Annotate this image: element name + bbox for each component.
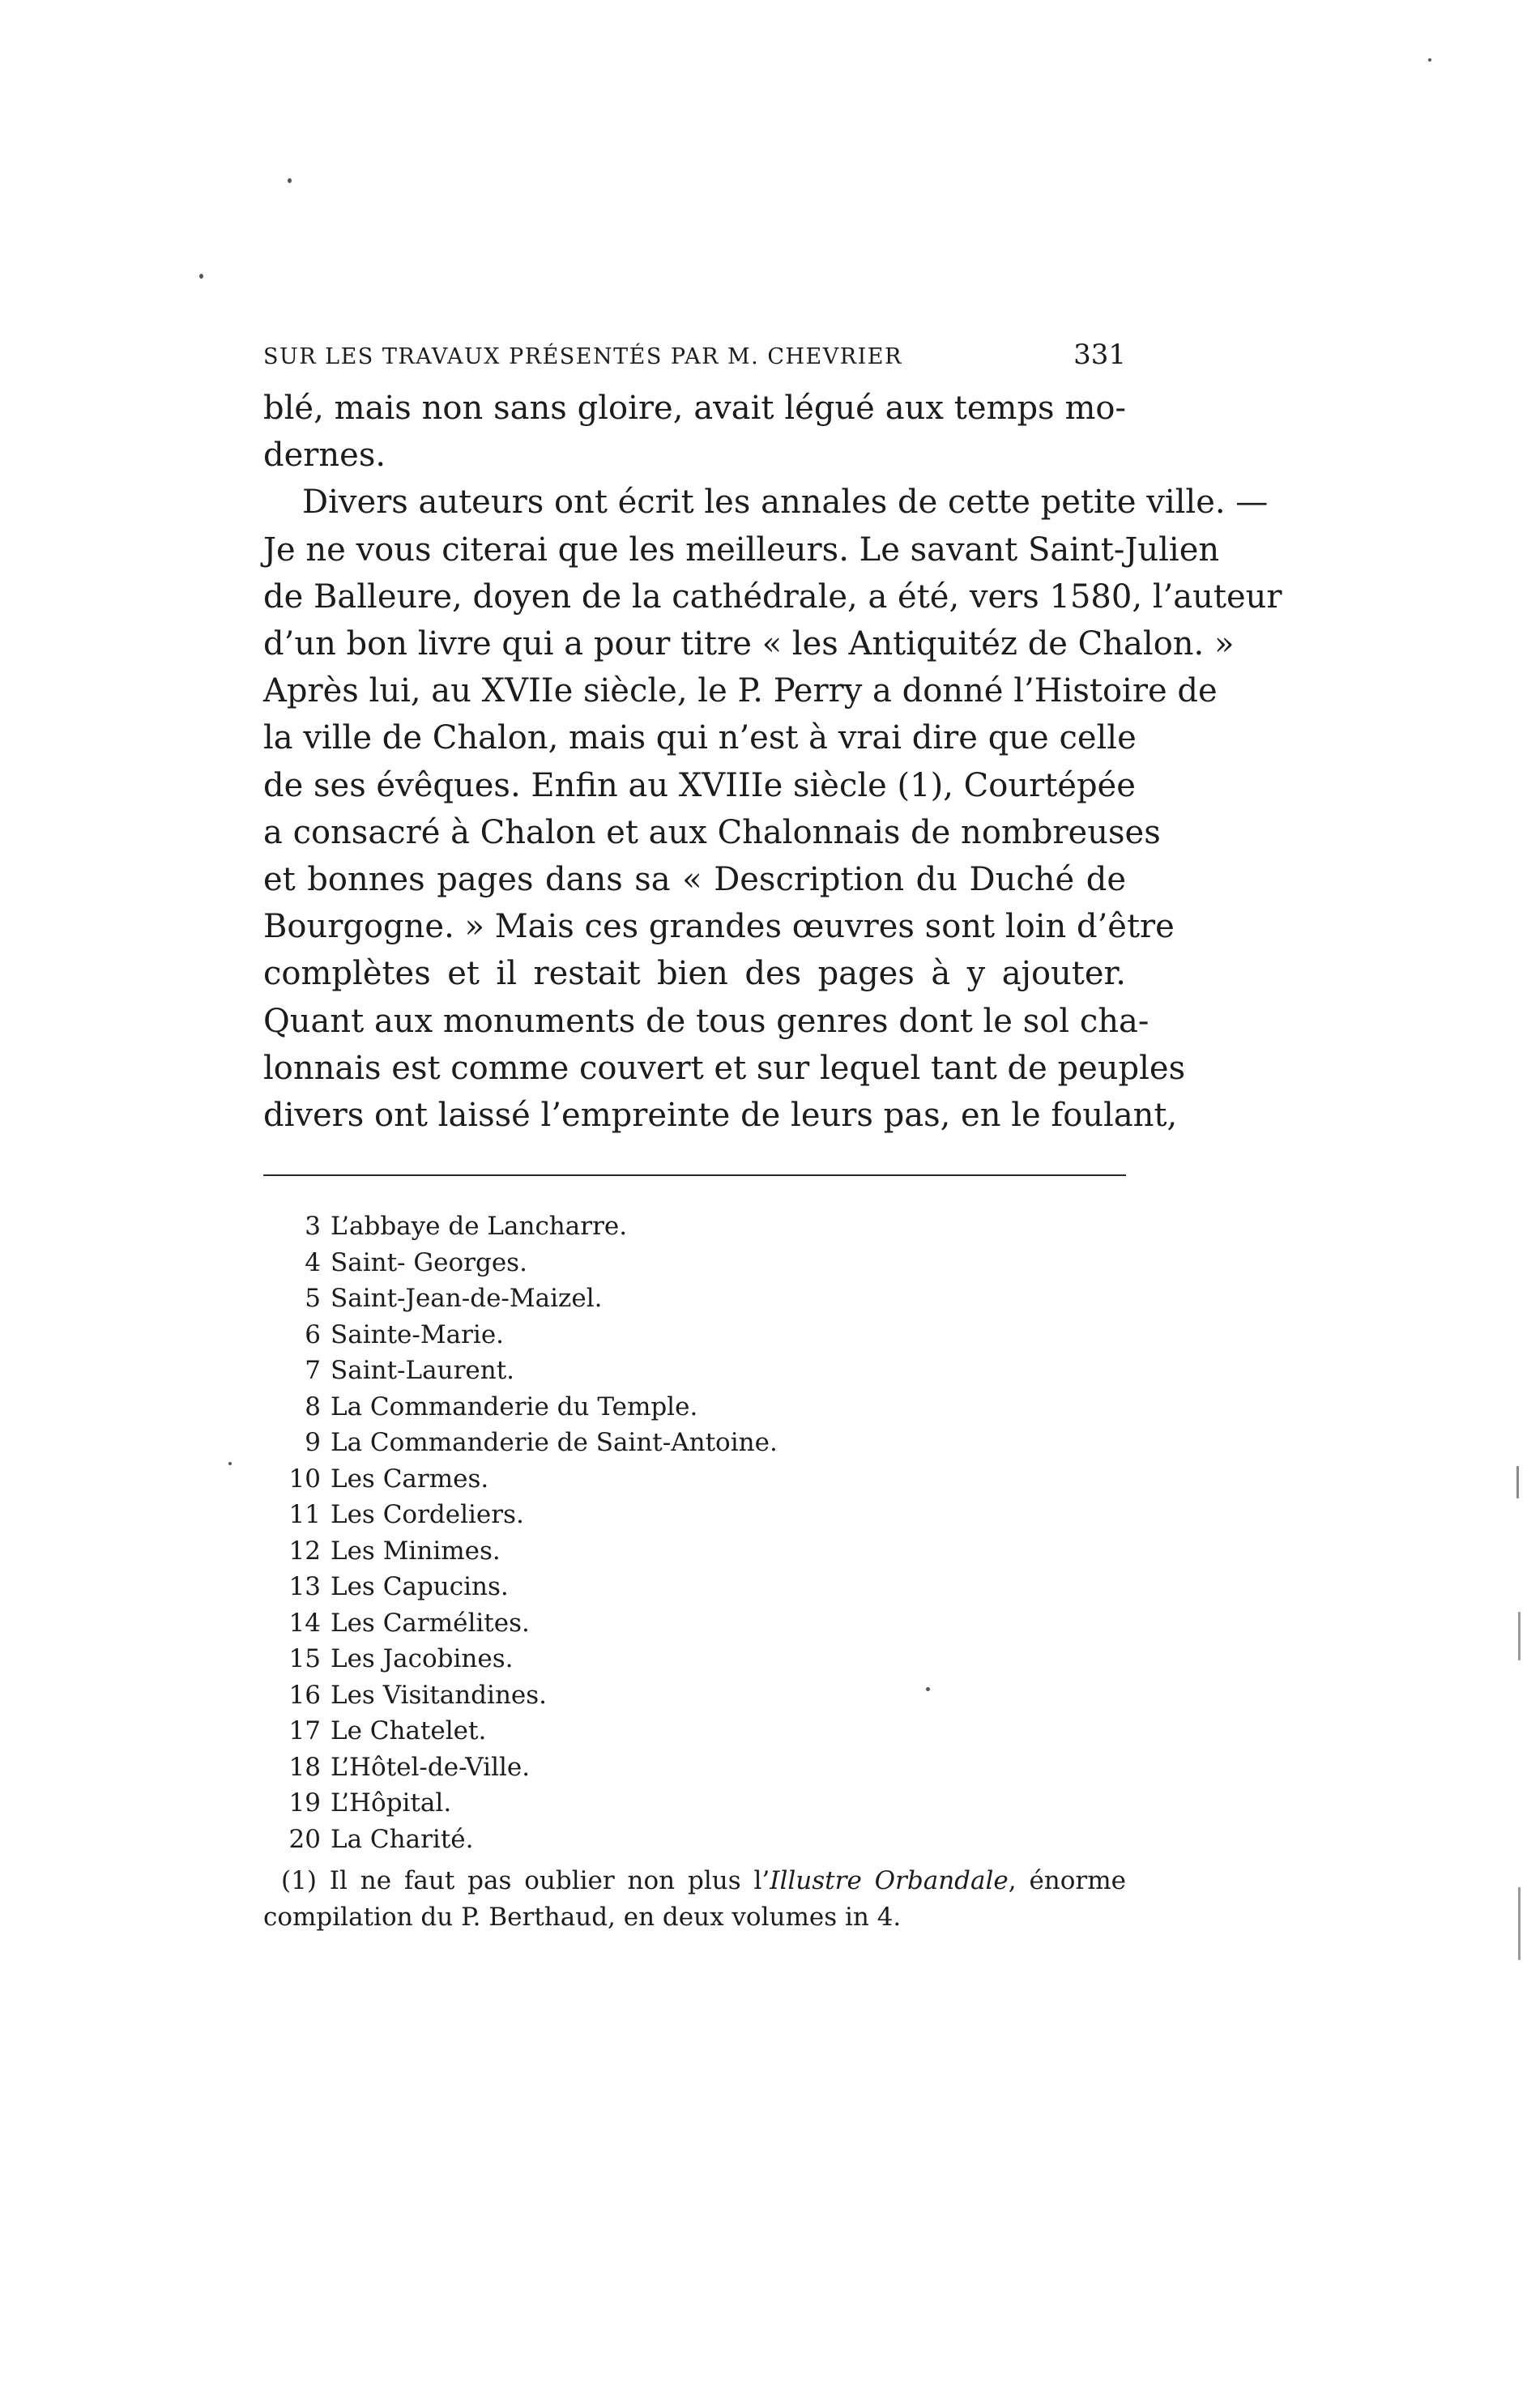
legend-label: Saint-Jean-de-Maizel. — [331, 1284, 603, 1313]
legend-number: 13 — [288, 1572, 321, 1601]
legend-number: 18 — [288, 1752, 321, 1782]
legend-number: 5 — [305, 1284, 321, 1313]
body-line: blé, mais non sans gloire, avait légué aux temps mo- — [263, 390, 1126, 427]
legend-item — [285, 1245, 1095, 1281]
legend-label: Les Jacobines. — [331, 1644, 514, 1673]
legend-label: Les Carmélites. — [331, 1608, 530, 1638]
legend-number: 8 — [305, 1392, 321, 1421]
legend-item — [285, 1605, 1095, 1642]
legend-number: 6 — [305, 1319, 321, 1349]
legend-number: 15 — [288, 1644, 321, 1673]
body-line: Je ne vous citerai que les meilleurs. Le savant Saint-Julien — [263, 531, 1220, 569]
legend-label: La Charité. — [331, 1824, 474, 1854]
legend-item — [285, 1822, 1095, 1858]
footnote-text-end: , énorme — [1008, 1866, 1126, 1895]
body-line: Quant aux monuments de tous genres dont le sol cha- — [263, 1002, 1150, 1040]
legend-number: 7 — [305, 1356, 321, 1385]
scan-speck — [1428, 58, 1431, 62]
legend-label: L’Hôpital. — [331, 1788, 452, 1818]
footnote-line-2: compilation du P. Berthaud, en deux volumes in 4. — [263, 1903, 902, 1932]
scan-speck — [1516, 1466, 1519, 1498]
body-line: de ses évêques. Enfin au XVIIIe siècle (1), Courtépée — [263, 766, 1136, 804]
legend-item — [285, 1461, 1095, 1498]
legend-number: 19 — [288, 1788, 321, 1818]
legend-number: 9 — [305, 1428, 321, 1457]
legend-item — [285, 1641, 1095, 1677]
body-line: dernes. — [263, 437, 386, 475]
legend-item — [285, 1750, 1095, 1786]
legend-number: 20 — [288, 1824, 321, 1854]
body-line: complètes et il restait bien des pages à y ajouter. — [263, 955, 1126, 993]
footnote-italic-title: Illustre Orbandale — [770, 1866, 1009, 1895]
legend-label: Sainte-Marie. — [331, 1319, 505, 1349]
body-line: lonnais est comme couvert et sur lequel tant de peuples — [263, 1049, 1186, 1087]
page-number: 331 — [1073, 339, 1126, 371]
body-line: divers ont laissé l’empreinte de leurs pas, en le foulant, — [263, 1097, 1178, 1135]
legend-label: Saint-Laurent. — [331, 1356, 515, 1385]
scan-speck — [228, 1462, 232, 1465]
legend-label: Les Capucins. — [331, 1572, 509, 1601]
legend-number: 3 — [305, 1212, 321, 1241]
body-line: et bonnes pages dans sa « Description du Duché de — [263, 861, 1126, 899]
legend-item — [285, 1281, 1095, 1317]
legend-number: 11 — [288, 1500, 321, 1529]
scan-speck — [199, 274, 203, 279]
legend-item — [285, 1569, 1095, 1605]
legend-item — [285, 1497, 1095, 1533]
body-line: Divers auteurs ont écrit les annales de cette petite ville. — — [302, 484, 1269, 522]
running-title: SUR LES TRAVAUX PRÉSENTÉS PAR M. CHEVRIER — [263, 344, 902, 369]
footnote-marker: (1) — [281, 1866, 317, 1895]
legend-item — [285, 1317, 1095, 1353]
body-line: d’un bon livre qui a pour titre « les Antiquitéz de Chalon. » — [263, 625, 1235, 663]
legend-label: Les Visitandines. — [331, 1680, 548, 1710]
body-paragraphs — [263, 385, 1282, 1139]
legend-number: 4 — [305, 1247, 321, 1277]
legend-item — [285, 1677, 1095, 1714]
legend-number: 10 — [288, 1464, 321, 1494]
body-line: a consacré à Chalon et aux Chalonnais de nombreuses — [263, 813, 1161, 851]
legend-number: 14 — [288, 1608, 321, 1638]
body-line: la ville de Chalon, mais qui n’est à vrai dire que celle — [263, 719, 1137, 757]
legend-item — [285, 1353, 1095, 1389]
legend-label: La Commanderie du Temple. — [331, 1392, 698, 1421]
scan-speck — [926, 1687, 930, 1691]
legend-number: 12 — [288, 1536, 321, 1566]
legend-item — [285, 1713, 1095, 1750]
legend-label: Les Minimes. — [331, 1536, 501, 1566]
legend-number: 17 — [288, 1716, 321, 1745]
legend-item — [285, 1208, 1095, 1245]
legend-label: Le Chatelet. — [331, 1716, 487, 1745]
body-line: Après lui, au XVIIe siècle, le P. Perry a donné l’Histoire de — [263, 672, 1218, 710]
legend-number: 16 — [288, 1680, 321, 1710]
legend-item — [285, 1425, 1095, 1461]
legend-item — [285, 1533, 1095, 1570]
body-line: de Balleure, doyen de la cathédrale, a été, vers 1580, l’auteur — [263, 577, 1282, 616]
footnote-divider — [263, 1174, 1126, 1176]
scan-speck — [1518, 1612, 1521, 1660]
monument-legend-list — [285, 1208, 1095, 1857]
footnote-line-1 — [263, 1863, 1126, 1899]
running-header — [263, 339, 1126, 371]
footnote-text: Il ne faut pas oublier non plus l’ — [329, 1866, 770, 1895]
legend-item — [285, 1785, 1095, 1822]
legend-item — [285, 1389, 1095, 1426]
legend-label: La Commanderie de Saint-Antoine. — [331, 1428, 778, 1457]
scan-speck — [1518, 1887, 1521, 1960]
legend-label: Les Carmes. — [331, 1464, 489, 1494]
legend-label: Les Cordeliers. — [331, 1500, 524, 1529]
legend-label: L’abbaye de Lancharre. — [331, 1212, 628, 1241]
legend-label: Saint- Georges. — [331, 1247, 527, 1277]
scan-speck — [288, 178, 292, 183]
footnote — [263, 1863, 1126, 1936]
legend-label: L’Hôtel-de-Ville. — [331, 1752, 531, 1782]
body-line: Bourgogne. » Mais ces grandes œuvres sont loin d’être — [263, 908, 1175, 946]
